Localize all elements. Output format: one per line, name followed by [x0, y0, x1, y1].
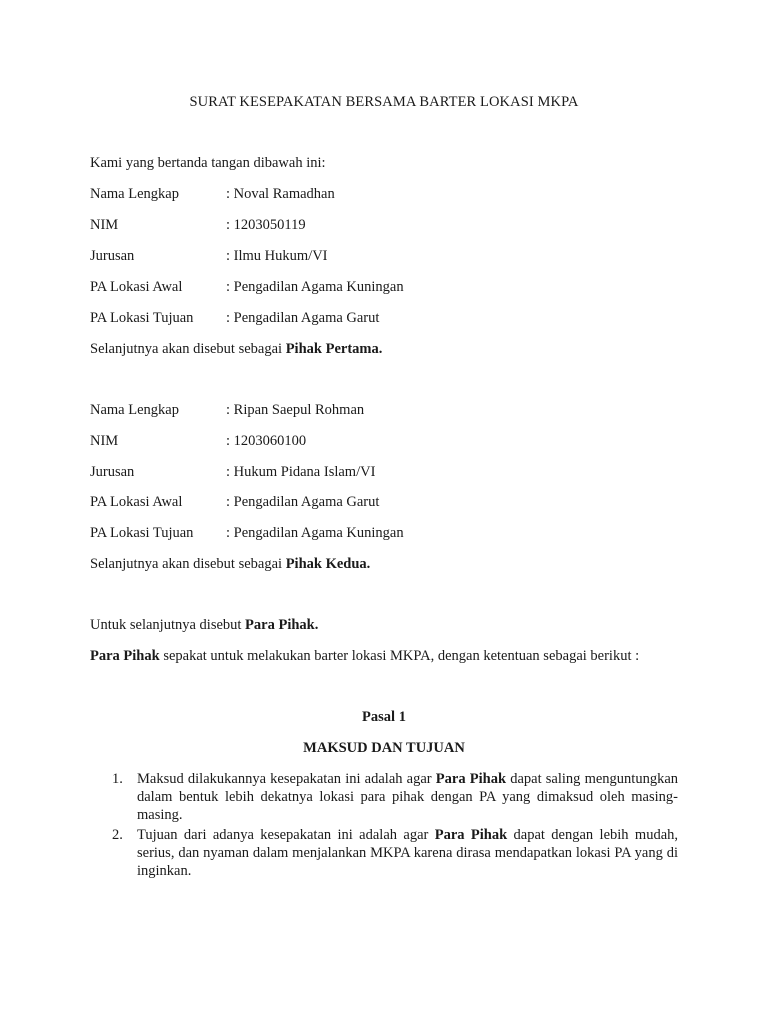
list-text-bold: Para Pihak	[435, 771, 507, 787]
p1-row-jurusan	[90, 248, 328, 265]
field-value: : Ilmu Hukum/VI	[226, 248, 328, 264]
pasal-heading: Pasal 1	[362, 709, 406, 725]
p1-closing	[90, 341, 382, 358]
agreement-text: sepakat untuk melakukan barter lokasi MKPA, dengan ketentuan sebagai berikut :	[159, 648, 640, 664]
field-value: : Ripan Saepul Rohman	[226, 402, 365, 418]
closing-text: Selanjutnya akan disebut sebagai	[90, 341, 286, 357]
field-label: PA Lokasi Awal	[90, 279, 183, 295]
field-label: Nama Lengkap	[90, 402, 179, 418]
field-value: : 1203050119	[226, 217, 306, 233]
list-text-bold: Para Pihak	[434, 827, 508, 843]
field-label: Nama Lengkap	[90, 186, 179, 202]
para-pihak-line	[90, 617, 318, 634]
field-value: : Hukum Pidana Islam/VI	[226, 464, 376, 480]
field-label: PA Lokasi Tujuan	[90, 310, 194, 326]
field-label: Jurusan	[90, 464, 135, 480]
p1-row-nim	[90, 217, 306, 234]
list-item	[112, 826, 678, 880]
closing-bold: Pihak Kedua.	[285, 556, 371, 572]
list-number: 1.	[112, 771, 123, 787]
field-label: Jurusan	[90, 248, 135, 264]
p2-row-lokasi-awal	[90, 494, 379, 511]
p2-row-lokasi-tujuan	[90, 525, 404, 542]
p2-row-nama	[90, 402, 364, 419]
field-label: NIM	[90, 433, 119, 449]
p2-row-nim	[90, 433, 306, 450]
closing-bold: Pihak Pertama.	[285, 341, 383, 357]
field-value: : Pengadilan Agama Garut	[226, 494, 380, 510]
pasal-subheading: MAKSUD DAN TUJUAN	[303, 740, 465, 756]
para-pihak-bold: Para Pihak.	[245, 617, 319, 633]
p1-row-lokasi-awal	[90, 279, 404, 296]
closing-text: Selanjutnya akan disebut sebagai	[90, 556, 286, 572]
para-pihak-text: Untuk selanjutnya disebut	[90, 617, 246, 633]
list-text: Tujuan dari adanya kesepakatan ini adalah agar	[137, 827, 435, 843]
p2-closing	[90, 556, 370, 573]
field-label: NIM	[90, 217, 119, 233]
list-number: 2.	[112, 827, 123, 843]
field-value: : Pengadilan Agama Kuningan	[226, 525, 404, 541]
field-value: : Pengadilan Agama Garut	[226, 310, 380, 326]
list-item	[112, 770, 678, 824]
agreement-line	[90, 648, 639, 665]
p1-row-nama	[90, 186, 335, 203]
field-label: PA Lokasi Tujuan	[90, 525, 194, 541]
list-text: Maksud dilakukannya kesepakatan ini adalah agar	[137, 771, 436, 787]
field-value: : 1203060100	[226, 433, 307, 449]
field-label: PA Lokasi Awal	[90, 494, 183, 510]
field-value: : Pengadilan Agama Kuningan	[226, 279, 404, 295]
pasal-list	[112, 770, 678, 882]
document-title: SURAT KESEPAKATAN BERSAMA BARTER LOKASI MKPA	[189, 94, 579, 110]
list-text: dapat saling menguntungkan dalam bentuk lebih dekatnya lokasi para pihak dengan PA yang dimaksud oleh masing-masing.	[137, 771, 679, 823]
list-text: dapat dengan lebih mudah, serius, dan nyaman dalam menjalankan MKPA karena dirasa mendapatkan lokasi PA yang di inginkan.	[137, 827, 678, 879]
field-value: : Noval Ramadhan	[226, 186, 335, 202]
p2-row-jurusan	[90, 464, 375, 481]
agreement-bold: Para Pihak	[90, 648, 160, 664]
intro-text: Kami yang bertanda tangan dibawah ini:	[90, 155, 326, 171]
p1-row-lokasi-tujuan	[90, 310, 379, 327]
